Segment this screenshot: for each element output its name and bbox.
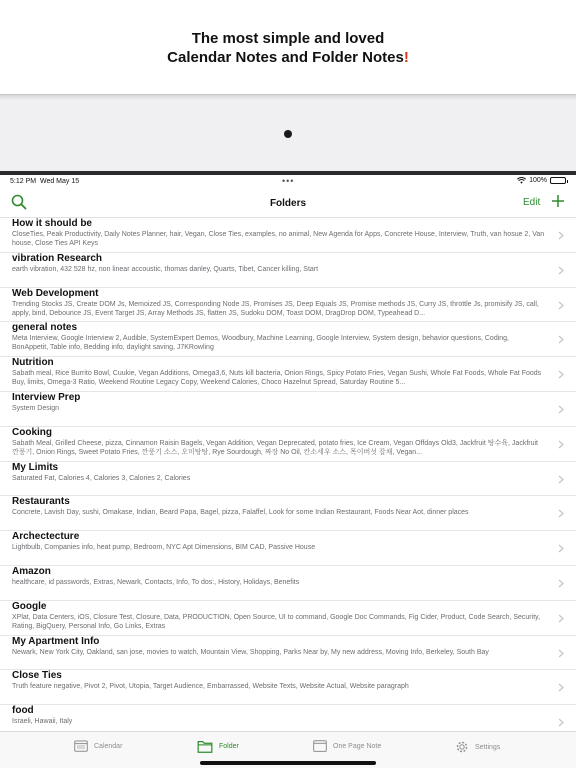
folder-title: Google [12,600,47,612]
folder-title: Close Ties [12,670,62,682]
folder-note-list: Saturated Fat, Calories 4, Calories 3, Calories 2, Calories [12,474,191,482]
chevron-right-icon [558,683,564,692]
status-time-value: 5:12 PM [10,178,37,185]
folder-title: Amazon [12,565,51,577]
folder-note-list: Trending Stocks JS, Create DOM Js, Memoized JS, Corresponding Node JS, Promises JS, Deep Equals JS, Promise methods JS, Curry JS, throttle Js, promisify JS, call, apply, bind, Debounce JS, Event Target JS, Array Methods JS, flatten JS, Sudoku DOM, Toast DOM, DragDrop DOM, Typeahead D... [12,300,539,317]
status-time [10,178,79,185]
folder-row[interactable] [0,566,576,601]
battery-percent: 100% [529,177,547,184]
folder-title: How it should be [12,218,92,229]
folder-row[interactable] [0,670,576,705]
folder-note-list: Meta Interview, Google Interview 2, Audible, SystemExpert Demos, Woodbury, Machine Learning, Google Interview, System design, behavior questions, Coding, BonAppetit, Table info, Bedding info, daylight saving, J7KRowling [12,335,509,352]
chevron-right-icon [558,718,564,727]
calendar-icon [74,740,88,752]
folder-title: My Limits [12,461,59,473]
folder-note-list: Sabath meal, Rice Burrito Bowl, Cuukie, Vegan Additions, Omega3,6, Nuts kill bacteria, Onion Rings, Spicy Potato Fries, Vegan Sushi, Whole Fat Foods, Whole Fat Foods Buy, limits, Omega-3 Ratio, Weekend Routine Legacy Copy, Weekend Calories, Choco Hazelnut Spread, Saturday Routine 5... [12,370,542,387]
folder-title: Cooking [12,426,52,438]
folder-row[interactable] [0,601,576,636]
folder-row[interactable] [0,531,576,566]
tab-folder-label: Folder [219,743,239,750]
chevron-right-icon [558,370,564,379]
gear-icon [455,740,469,754]
folder-note-list: CloseTies, Peak Productivity, Daily Notes Planner, hair, Vegan, Close Ties, examples, no animal, New Agenda for Apps, Concrete House, Interview, Truth, van hosue 2, Van house, Close Ties API Keys [12,231,545,247]
page-icon [313,740,327,752]
folder-row[interactable] [0,357,576,392]
folder-title: Web Development [12,287,99,299]
folder-title: My Apartment Info [12,635,100,647]
folder-note-list: System Design [12,404,60,412]
folder-note-list: Concrete, Lavish Day, sushi, Omakase, Indian, Beard Papa, Bagel, pizza, Falaffel, Look for some Indian Restaurant, Foods Near Aot, dinner places [12,509,469,517]
folder-note-list: earth vibration, 432 528 hz, non linear accoustic, thomas danley, Quarts, Tibet, Cancer killing, Start [12,265,319,273]
promo-exclamation: ! [403,49,409,66]
folder-row[interactable] [0,218,576,253]
navigation-bar [0,189,576,217]
bezel-edge [0,94,576,100]
tab-calendar-label: Calendar [94,742,123,750]
folder-note-list: healthcare, id passwords, Extras, Newark, Contacts, Info, To dos:, History, Holidays, Benefits [12,578,300,586]
folder-row[interactable] [0,253,576,288]
chevron-right-icon [558,509,564,518]
tab-calendar[interactable] [74,740,122,752]
tab-one-page-note-label: One Page Note [333,742,382,750]
folder-note-list: Truth feature negative, Pivot 2, Pivot, Utopia, Target Audience, Embarrassed, Website Texts, Website Actual, Website paragraph [12,683,409,691]
device-screen [0,175,576,768]
folder-row[interactable] [0,705,576,731]
chevron-right-icon [558,405,564,414]
promo-header [0,0,576,96]
chevron-right-icon [558,440,564,449]
folder-title: general notes [12,322,78,334]
search-icon[interactable] [11,194,27,210]
folder-note-list: Israeli, Hawaii, Italy [12,718,73,726]
folder-row[interactable] [0,427,576,462]
folder-row[interactable] [0,322,576,357]
status-right [517,177,566,184]
status-bar [0,175,576,189]
device-bezel [0,94,576,174]
promo-line-2-text: Calendar Notes and Folder Notes [167,49,404,66]
tab-bar [0,731,576,768]
promo-line-1: The most simple and loved [191,30,385,47]
folder-note-list: Lightbulb, Companies info, heat pump, Bedroom, NYC Apt Dimensions, BIM CAD, Passive House [12,544,316,552]
tab-folder[interactable] [197,740,239,753]
chevron-right-icon [558,301,564,310]
promo-line-2 [0,48,576,67]
chevron-right-icon [558,579,564,588]
chevron-right-icon [558,475,564,484]
folder-title: Interview Prep [12,391,81,403]
home-indicator[interactable] [200,761,376,765]
battery-icon [550,177,566,184]
chevron-right-icon [558,266,564,275]
folder-row[interactable] [0,636,576,671]
folder-title: vibration Research [12,252,103,264]
folder-title: Nutrition [12,357,54,369]
tab-one-page-note[interactable] [313,740,381,752]
tab-settings-label: Settings [475,743,501,751]
folder-title: Archectecture [12,531,80,543]
folder-title: Restaurants [12,496,70,508]
folder-note-list: Newark, New York City, Oakland, san jose, movies to watch, Mountain View, Shopping, Parks Near by, My new address, Moving Info, Berkeley, South Bay [12,648,489,656]
chevron-right-icon [558,544,564,553]
page-title: Folders [269,198,307,209]
add-folder-icon[interactable] [551,194,565,208]
multitask-dots[interactable]: ••• [282,176,295,186]
front-camera [284,130,292,138]
folder-row[interactable] [0,462,576,497]
folder-icon [197,740,213,753]
chevron-right-icon [558,649,564,658]
wifi-icon [517,177,526,184]
edit-button[interactable]: Edit [523,197,541,208]
folder-row[interactable] [0,496,576,531]
status-date: Wed May 15 [39,178,80,185]
chevron-right-icon [558,231,564,240]
tab-settings[interactable] [455,740,500,754]
folder-title: food [12,705,34,717]
chevron-right-icon [558,335,564,344]
chevron-right-icon [558,614,564,623]
folder-list[interactable] [0,217,576,731]
folder-row[interactable] [0,392,576,427]
folder-note-list: XPlat, Data Centers, iOS, Closure Test, Closure, Data, PRODUCTION, Open Source, UI to command, Google Doc Commands, Fig Cider, Product, Code Search, Security, Rating, BigQuery, Personal Info, Go Links, Extras [12,613,541,630]
folder-note-list: Sabath Meal, Grilled Cheese, pizza, Cinnamon Raisin Bagels, Vegan Addition, Vegan Deprecated, potato fries, Ice Cream, Vegan Offdays Old3, Jackfruit 탕수육, Jackfruit 깐풍기, Onion Rings, Sweet Potato Fries, 깐풍기 소스, 오미탕탕, Rye Sourdough, 짜장 No Oil, 칸소세우 소스, 목이버섯 잡채, Vegan... [12,439,538,456]
folder-row[interactable] [0,288,576,323]
